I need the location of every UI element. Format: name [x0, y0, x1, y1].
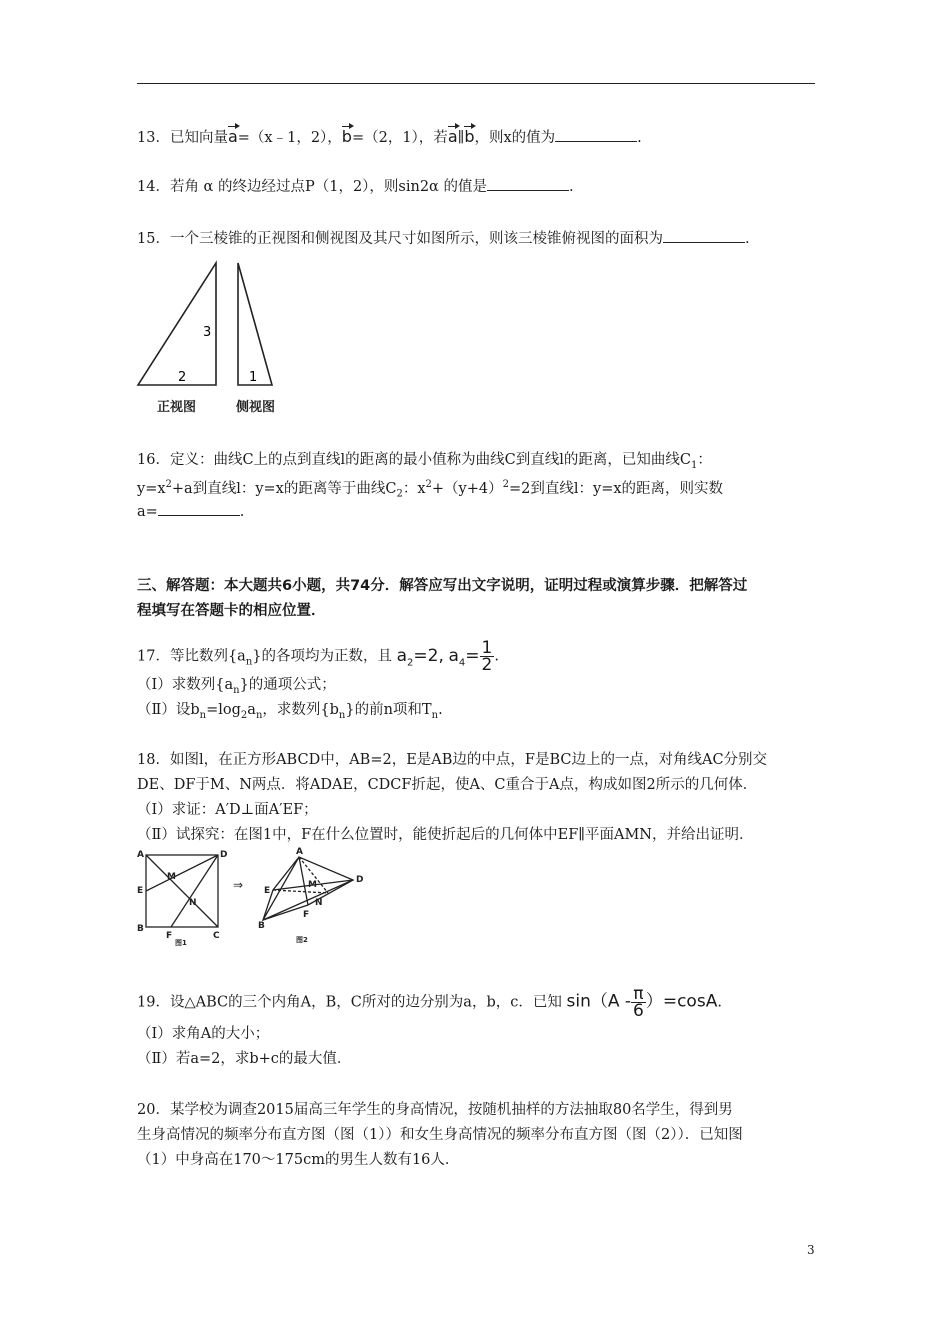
vector-a-ref: a	[447, 127, 458, 146]
question-18-line1: 18．如图l，在正方形ABCD中，AB=2，E是AB边的中点，F是BC边上的一点，对角线AC分别交	[137, 752, 768, 768]
three-view-figure	[130, 255, 290, 395]
side-view-triangle	[238, 263, 272, 385]
fig1-label-a: A	[137, 850, 144, 860]
question-19: 19．设△ABC的三个内角A，B，C所对的边分别为a，b，c．已知 sin（A - $\frac{\pi}{6}$ ）=cosA.	[137, 984, 722, 1021]
fig2-label-m: M	[308, 880, 317, 890]
fig1-label-n: N	[189, 898, 197, 908]
fig2-label-f: F	[303, 910, 310, 920]
answer-blank-13[interactable]	[555, 127, 637, 142]
fig1-diagonal-ac	[146, 855, 218, 927]
fig1-label-b: B	[137, 924, 144, 934]
question-13: 13．已知向量a=（x﹣1，2），b=（2，1），若a∥b，则x的值为 .	[137, 127, 642, 146]
fraction-pi-over-6: $\frac{\pi}{6}$	[633, 984, 644, 1021]
section-3-heading-line1: 三、解答题：本大题共6小题，共74分．解答应写出文字说明，证明过程或演算步骤．把解答过	[137, 578, 748, 594]
vector-b-ref: b	[464, 127, 475, 146]
fig1-caption: 图1	[175, 939, 187, 947]
question-19-part2: （Ⅱ）若a=2，求b+c的最大值．	[137, 1051, 352, 1067]
question-19-part1: （Ⅰ）求角A的大小；	[137, 1026, 270, 1042]
vector-b: b	[341, 127, 352, 146]
question-18-part1: （I）求证：A′D⊥面A′EF；	[137, 802, 318, 818]
question-20-line2: 生身高情况的频率分布直方图（图（1））和女生身高情况的频率分布直方图（图（2））．已知图	[137, 1127, 743, 1143]
fig1-label-c: C	[213, 931, 220, 941]
eq-a2: $a_2=2$,	[396, 645, 444, 668]
answer-blank-16[interactable]	[158, 501, 240, 516]
question-18-part2: （Ⅱ）试探究：在图1中，F在什么位置时，能使折起后的几何体中EF∥平面AMN，并给出证明．	[137, 827, 754, 843]
section-3-heading-line2: 程填写在答题卡的相应位置．	[137, 603, 326, 619]
header-rule	[137, 83, 815, 84]
question-16-line2: $y=x^2+a$到直线l：y=x的距离等于曲线$C_2$：$x^2+(y+4)^2=2$到直线l：y=x的距离，则实数	[137, 479, 724, 500]
fig1-line-df	[171, 855, 218, 927]
question-16-line3: a= .	[137, 501, 244, 522]
fig2-label-a: A	[296, 847, 303, 857]
question-17-part2: （Ⅱ）设$b_n=\log_2a_n$，求数列$\{b_n\}$的前n项和$T_n$.	[137, 702, 443, 721]
fig1-line-de	[146, 855, 218, 891]
eq-a4: $a_4=$	[448, 645, 480, 668]
front-view-base-label: 2	[178, 370, 187, 385]
fig2-label-n: N	[315, 898, 323, 908]
fig1-label-e: E	[137, 886, 144, 896]
front-view-triangle	[138, 263, 216, 385]
question-20-line3: （1）中身高在170～175cm的男生人数有16人．	[137, 1152, 460, 1168]
side-view-base-label: 1	[249, 370, 258, 385]
page-number: 3	[807, 1243, 815, 1257]
fold-figure	[133, 845, 373, 950]
question-16-line1: 16．定义：曲线C上的点到直线l的距离的最小值称为曲线C到直线l的距离，已知曲线$C_1$：	[137, 452, 712, 471]
fig1-label-d: D	[220, 850, 228, 860]
answer-blank-14[interactable]	[487, 176, 569, 191]
question-17-part1: （Ⅰ）求数列$\{a_n\}$的通项公式；	[137, 677, 336, 696]
fig2-label-b: B	[258, 921, 265, 931]
fraction-one-half: $\frac{1}{2}$	[481, 638, 493, 675]
fig2-label-d: D	[356, 875, 364, 885]
question-15: 15．一个三棱锥的正视图和侧视图及其尺寸如图所示，则该三棱锥俯视图的面积为 .	[137, 228, 750, 249]
sin-expression: sin（A -	[566, 991, 632, 1012]
fig1-label-f: F	[166, 931, 173, 941]
fig1-label-m: M	[167, 872, 176, 882]
front-view-caption: 正视图	[157, 400, 197, 415]
fold-arrow: ⇒	[233, 878, 244, 892]
fig2-label-e: E	[264, 886, 271, 896]
question-17: 17．等比数列$\{a_n\}$的各项均为正数，且 $a_2=2$, $a_4=$ $\frac{1}{2}$ .	[137, 638, 499, 675]
cos-expression: ）=cosA	[645, 991, 718, 1012]
question-20-line1: 20．某学校为调查2015届高三年学生的身高情况，按随机抽样的方法抽取80名学生，得到男	[137, 1102, 733, 1118]
front-view-height-label: 3	[203, 325, 212, 340]
fig2-caption: 图2	[296, 936, 308, 944]
answer-blank-15[interactable]	[663, 228, 745, 243]
question-18-line2: DE、DF于M、N两点．将ADAE，CDCF折起，使A、C重合于A点，构成如图2所示的几何体．	[137, 777, 758, 793]
vector-a: a	[227, 127, 238, 146]
side-view-caption: 侧视图	[236, 400, 276, 415]
question-14: 14．若角 α 的终边经过点P（1，2），则sin2α 的值是 .	[137, 176, 574, 197]
